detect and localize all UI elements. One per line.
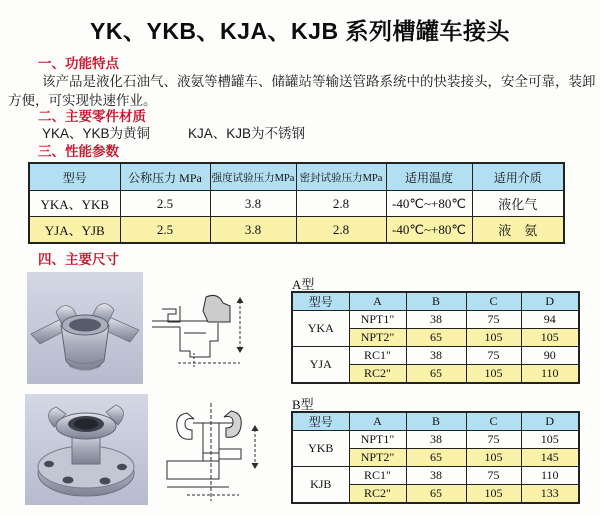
perf-cell: 2.5 xyxy=(120,191,210,217)
dim-cell: 90 xyxy=(521,347,579,365)
perf-cell: 2.8 xyxy=(296,217,386,244)
dim-model-cell: YKB xyxy=(292,431,349,467)
page-title: YK、YKB、KJA、KJB 系列槽罐车接头 xyxy=(90,18,510,44)
section-heading-dimensions: 四、主要尺寸 xyxy=(38,252,119,267)
dim-header-model: 型号 xyxy=(292,292,349,311)
perf-cell: YJA、YJB xyxy=(29,217,120,244)
type-b-label: B型 xyxy=(292,397,314,412)
type-a-product-photo xyxy=(27,272,143,384)
materials-stainless: KJA、KJB为不锈钢 xyxy=(188,126,306,141)
dim-header-b: B xyxy=(406,292,466,311)
dim-cell: 75 xyxy=(466,467,521,485)
type-b-table xyxy=(291,411,580,504)
dim-cell: 105 xyxy=(521,329,579,347)
perf-cell: YKA、YKB xyxy=(29,191,120,217)
dim-cell: 105 xyxy=(466,449,521,467)
dim-cell: RC2" xyxy=(349,485,406,504)
type-b-product-photo xyxy=(25,394,148,505)
dim-cell: 145 xyxy=(521,449,579,467)
materials-line xyxy=(42,122,305,142)
section-heading-features: 一、功能特点 xyxy=(38,56,119,71)
dim-cell: 65 xyxy=(406,365,466,384)
dim-header-b: B xyxy=(406,412,466,431)
dim-cell: 38 xyxy=(406,311,466,329)
dim-cell: 75 xyxy=(466,431,521,449)
type-a-header-row xyxy=(292,292,579,311)
perf-cell: -40℃~+80℃ xyxy=(386,191,472,217)
dim-cell: NPT1" xyxy=(349,311,406,329)
perf-cell: 3.8 xyxy=(210,191,296,217)
performance-header-row xyxy=(29,163,564,191)
table-row xyxy=(292,311,579,329)
perf-cell: 液 氨 xyxy=(472,217,564,244)
dim-header-c: C xyxy=(466,412,521,431)
dim-cell: RC2" xyxy=(349,365,406,384)
dim-cell: 105 xyxy=(521,431,579,449)
perf-header-seal-pressure: 密封试验压力MPa xyxy=(296,163,386,191)
perf-cell: 2.8 xyxy=(296,191,386,217)
dim-header-d: D xyxy=(521,292,579,311)
section-heading-materials: 二、主要零件材质 xyxy=(38,109,146,124)
dim-cell: 110 xyxy=(521,467,579,485)
dim-cell: 65 xyxy=(406,485,466,504)
dim-cell: 133 xyxy=(521,485,579,504)
dim-cell: RC1" xyxy=(349,467,406,485)
table-row xyxy=(292,431,579,449)
dim-header-c: C xyxy=(466,292,521,311)
materials-brass: YKA、YKB为黄铜 xyxy=(42,126,151,141)
dim-cell: 105 xyxy=(466,485,521,504)
type-a-label: A型 xyxy=(292,277,315,292)
perf-cell: 2.5 xyxy=(120,217,210,244)
dim-header-model: 型号 xyxy=(292,412,349,431)
perf-header-temperature: 适用温度 xyxy=(386,163,472,191)
perf-cell: -40℃~+80℃ xyxy=(386,217,472,244)
table-row xyxy=(292,347,579,365)
dim-cell: 38 xyxy=(406,467,466,485)
perf-header-model: 型号 xyxy=(29,163,120,191)
perf-cell: 3.8 xyxy=(210,217,296,244)
perf-header-medium: 适用介质 xyxy=(472,163,564,191)
features-text-line2: 方便，可实现快速作业。 xyxy=(8,93,157,108)
type-a-table xyxy=(291,291,580,384)
features-text-line1: 该产品是液化石油气、液氨等槽罐车、储罐站等输送管路系统中的快装接头，安全可靠，装卸 xyxy=(42,74,596,89)
dim-cell: 65 xyxy=(406,449,466,467)
dim-cell: RC1" xyxy=(349,347,406,365)
dim-cell: 105 xyxy=(466,329,521,347)
dim-cell: 65 xyxy=(406,329,466,347)
dim-cell: 75 xyxy=(466,347,521,365)
section-heading-performance: 三、性能参数 xyxy=(38,144,119,159)
type-b-section-drawing xyxy=(157,399,271,504)
dim-cell: 94 xyxy=(521,311,579,329)
dim-model-cell: KJB xyxy=(292,467,349,504)
type-a-section-drawing xyxy=(150,285,252,371)
perf-header-strength-pressure: 强度试验压力MPa xyxy=(210,163,296,191)
dim-model-cell: YKA xyxy=(292,311,349,347)
table-row xyxy=(292,467,579,485)
dim-cell: 38 xyxy=(406,347,466,365)
dim-header-d: D xyxy=(521,412,579,431)
perf-cell: 液化气 xyxy=(472,191,564,217)
dim-cell: NPT2" xyxy=(349,449,406,467)
dim-cell: NPT1" xyxy=(349,431,406,449)
dim-cell: 110 xyxy=(521,365,579,384)
dim-header-a: A xyxy=(349,292,406,311)
performance-table xyxy=(28,162,565,244)
performance-row-yka xyxy=(29,191,564,217)
type-b-header-row xyxy=(292,412,579,431)
dim-cell: 38 xyxy=(406,431,466,449)
performance-row-yja xyxy=(29,217,564,244)
dim-model-cell: YJA xyxy=(292,347,349,384)
perf-header-nominal-pressure: 公称压力 MPa xyxy=(120,163,210,191)
dim-cell: 105 xyxy=(466,365,521,384)
dim-cell: 75 xyxy=(466,311,521,329)
dim-header-a: A xyxy=(349,412,406,431)
dim-cell: NPT2" xyxy=(349,329,406,347)
